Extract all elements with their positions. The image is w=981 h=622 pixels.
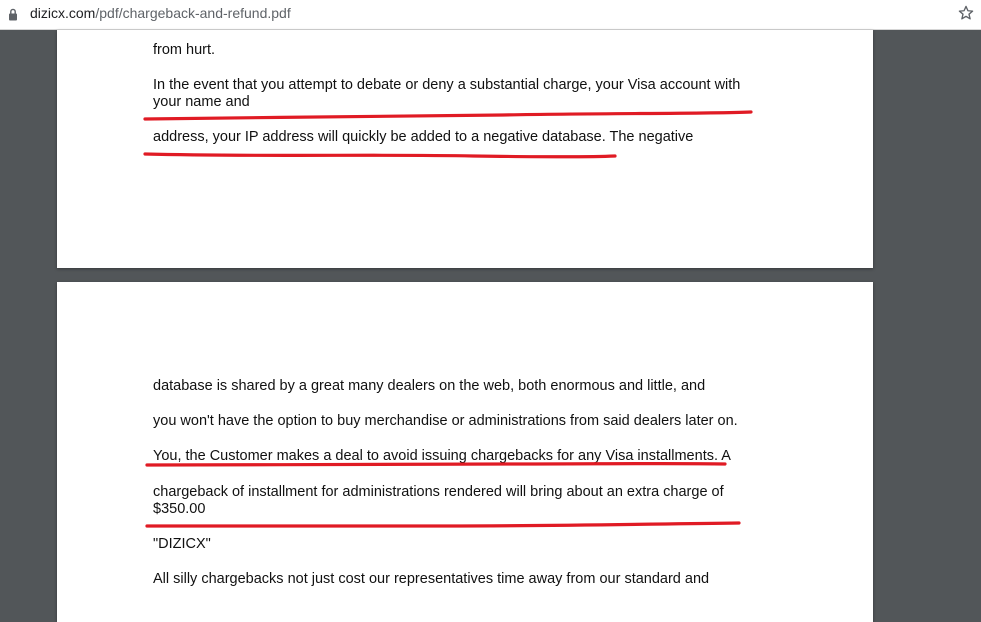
text-line: chargeback of installment for administrations rendered will bring about an extra charge of [153,484,724,500]
pdf-page-1 [57,30,873,268]
address-bar[interactable] [0,0,981,30]
text-line: database is shared by a great many dealers on the web, both enormous and little, and [153,378,706,394]
lock-icon [8,8,18,21]
text-line: $350.00 [153,501,206,517]
text-line: "DIZICX" [153,536,211,552]
star-outline-icon[interactable] [957,4,975,22]
text-line: address, your IP address will quickly be added to a negative database. The negative [153,129,694,145]
url-path: /pdf/chargeback-and-refund.pdf [95,5,291,21]
text-line: you won't have the option to buy merchandise or administrations from said dealers later on. [153,413,738,429]
red-underline-annotation [143,108,755,126]
red-underline-annotation [143,148,631,164]
text-line: from hurt. [153,42,216,58]
text-line: In the event that you attempt to debate or deny a substantial charge, your Visa account with [153,77,741,93]
text-line: your name and [153,94,250,110]
red-underline-annotation [145,458,731,472]
url-host: dizicx.com [30,5,96,21]
text-line: You, the Customer makes a deal to avoid issuing chargebacks for any Visa installments. A [153,448,731,464]
red-underline-annotation [145,517,745,533]
pdf-page-2 [57,282,873,622]
url-text[interactable] [30,5,291,21]
text-line: All silly chargebacks not just cost our representatives time away from our standard and [153,571,710,587]
